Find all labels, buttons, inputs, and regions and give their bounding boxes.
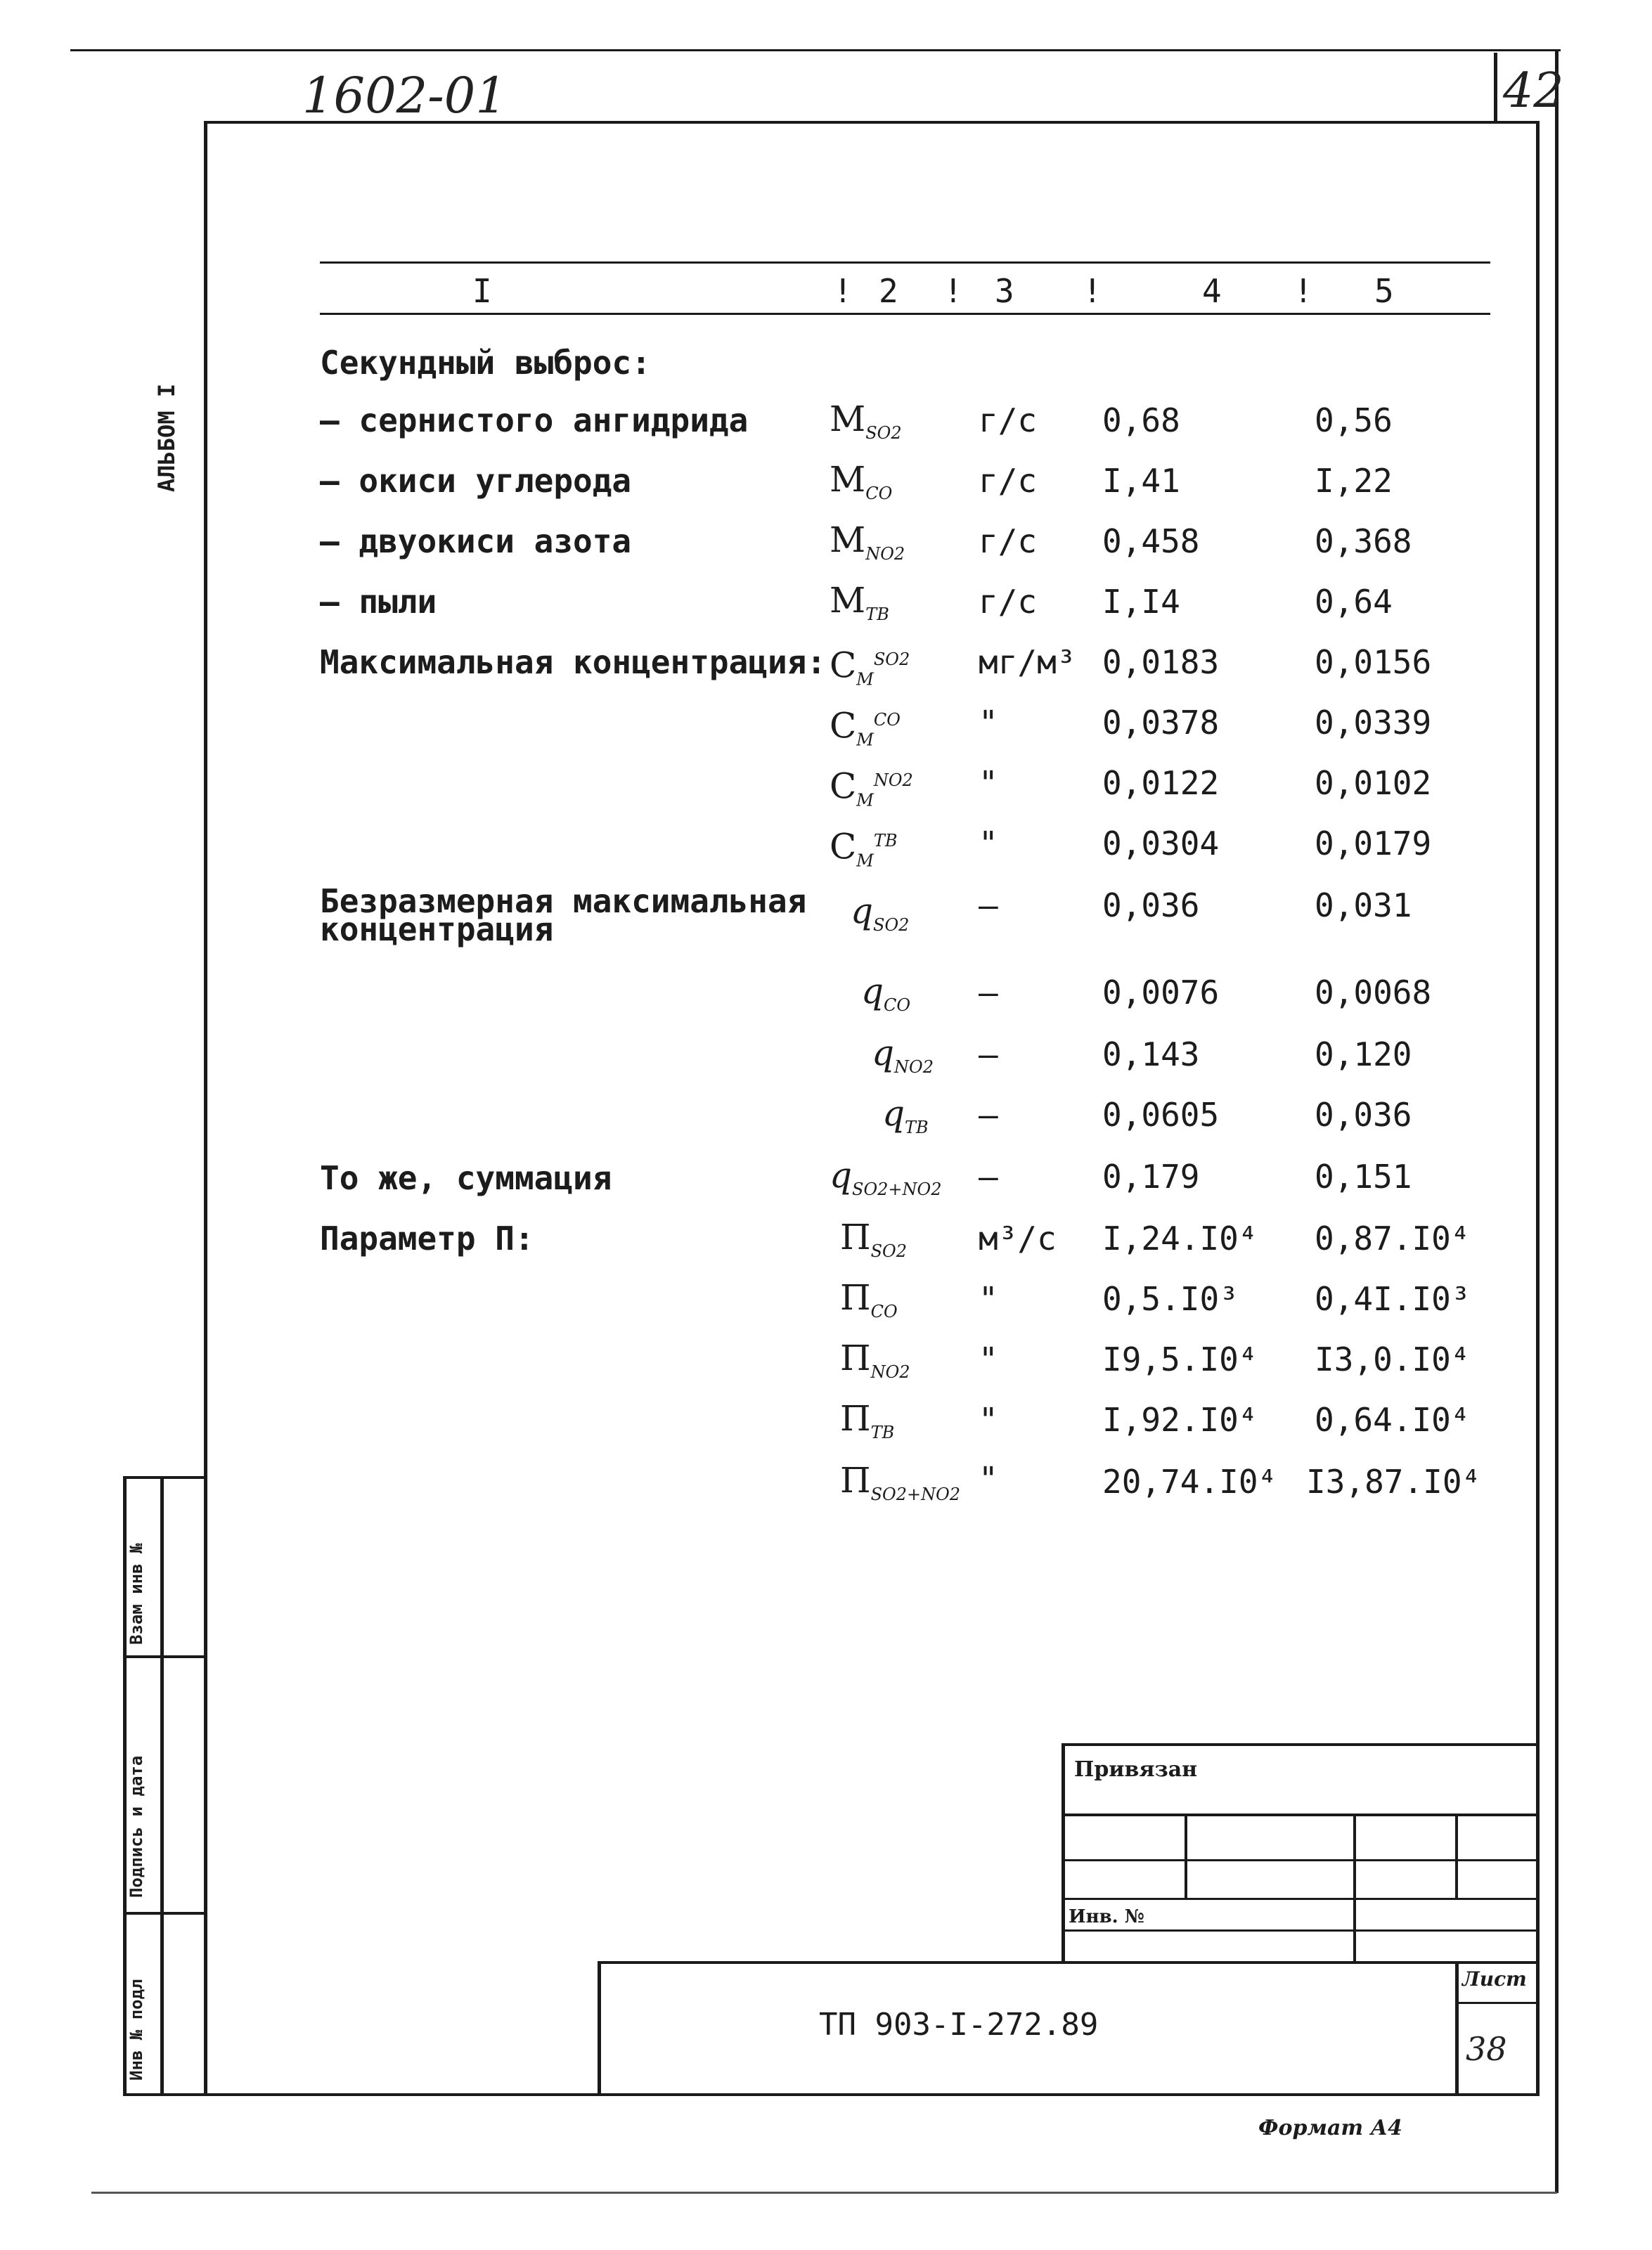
row-label: То же, суммация <box>320 1159 612 1197</box>
unit: " <box>979 764 998 802</box>
stamp-sep-2 <box>123 1655 206 1658</box>
symbol: $q_{SO2+NO2}$ <box>830 1155 942 1199</box>
symbol: $M_{CO}$ <box>830 459 893 503</box>
value-col5: 0,368 <box>1315 522 1412 560</box>
value-col4: 0,458 <box>1102 522 1200 560</box>
col-header-5: 5 <box>1374 272 1394 310</box>
col-sep-4: ! <box>1293 272 1313 310</box>
frame-left <box>204 121 207 2096</box>
album-label: АЛЬБОМ I <box>153 383 180 492</box>
value-col4: I,92.I0⁴ <box>1102 1401 1258 1439</box>
top-border <box>70 49 1561 51</box>
tb-top <box>1061 1743 1540 1746</box>
symbol: $M_{ТВ}$ <box>830 580 889 624</box>
col-sep-1: ! <box>833 272 853 310</box>
tb-left <box>1061 1743 1065 1961</box>
row-label: – пыли <box>320 583 437 621</box>
page-number: 42 <box>1503 63 1564 119</box>
stamp-sep-3 <box>123 1912 206 1915</box>
unit: г/с <box>979 583 1038 621</box>
doc-box-right <box>1455 1961 1459 2095</box>
value-col5: 0,120 <box>1315 1035 1412 1073</box>
symbol: $M_{NO2}$ <box>830 519 905 564</box>
doc-box-top <box>598 1961 1540 1964</box>
tb-row-4 <box>1061 1929 1540 1932</box>
stamp-vzam: Взам инв № <box>127 1543 146 1645</box>
symbol: $П_{NO2}$ <box>840 1338 910 1382</box>
value-col5: 0,031 <box>1315 886 1412 924</box>
value-col4: 0,0605 <box>1102 1096 1220 1134</box>
unit: – <box>979 886 998 924</box>
bottom-border <box>91 2192 1557 2194</box>
symbol: $q_{SO2}$ <box>851 891 910 935</box>
value-col5: 0,4I.I0³ <box>1315 1280 1471 1318</box>
value-col4: 0,5.I0³ <box>1102 1280 1239 1318</box>
value-col5: I,22 <box>1315 462 1393 500</box>
sheet-number: 38 <box>1466 2030 1507 2068</box>
col-sep-3: ! <box>1083 272 1102 310</box>
value-col5: 0,151 <box>1315 1158 1412 1196</box>
unit: мг/м³ <box>979 643 1076 681</box>
value-col5: 0,0339 <box>1315 704 1432 742</box>
value-col4: 0,0304 <box>1102 825 1220 862</box>
symbol: $q_{NO2}$ <box>872 1033 934 1077</box>
symbol: $C_М^{ТВ}$ <box>830 826 898 871</box>
format-label: Формат А4 <box>1258 2116 1402 2140</box>
unit: " <box>979 704 998 742</box>
tb-row-2 <box>1061 1859 1540 1861</box>
unit: " <box>979 1280 998 1318</box>
value-col5: 0,0068 <box>1315 974 1432 1011</box>
tb-col-2 <box>1353 1813 1356 1961</box>
value-col5: 0,0102 <box>1315 764 1432 802</box>
col-header-1: I <box>472 272 492 310</box>
unit: – <box>979 1096 998 1134</box>
col-header-4: 4 <box>1202 272 1222 310</box>
value-col5: 0,87.I0⁴ <box>1315 1220 1471 1257</box>
unit: " <box>979 1340 998 1378</box>
unit: – <box>979 974 998 1011</box>
table-header-top <box>320 261 1490 264</box>
doc-code: ТП 903-I-272.89 <box>819 2007 1099 2043</box>
symbol: $q_{CO}$ <box>861 971 911 1015</box>
row-label: Безразмерная максимальная концентрация <box>320 882 807 948</box>
value-col4: 0,0076 <box>1102 974 1220 1011</box>
value-col5: I3,0.I0⁴ <box>1315 1340 1471 1378</box>
unit: – <box>979 1158 998 1196</box>
unit: г/с <box>979 462 1038 500</box>
symbol: $M_{SO2}$ <box>830 399 902 443</box>
unit: " <box>979 1460 998 1498</box>
stamp-col-mid <box>160 1476 164 2095</box>
sheet-box-sep <box>1455 2002 1540 2004</box>
row-label: – окиси углерода <box>320 462 632 500</box>
unit: " <box>979 825 998 862</box>
value-col4: 0,68 <box>1102 401 1180 439</box>
inv-no-label: Инв. № <box>1069 1906 1145 1927</box>
tb-col-1 <box>1185 1813 1187 1898</box>
symbol: $П_{SO2+NO2}$ <box>840 1460 961 1504</box>
value-col4: 0,0183 <box>1102 643 1220 681</box>
right-border <box>1555 49 1559 2193</box>
col-header-2: 2 <box>879 272 898 310</box>
value-col4: 0,036 <box>1102 886 1200 924</box>
tb-col-3 <box>1455 1813 1458 1898</box>
value-col5: I3,87.I0⁴ <box>1306 1463 1482 1501</box>
row-label: Максимальная концентрация: <box>320 643 827 681</box>
doc-box-left <box>598 1961 601 2095</box>
value-col5: 0,64 <box>1315 583 1393 621</box>
sheet-label: Лист <box>1462 1967 1527 1991</box>
frame-right <box>1536 121 1540 2096</box>
symbol: $C_М^{SO2}$ <box>830 645 910 690</box>
symbol: $П_{CO}$ <box>840 1277 898 1321</box>
value-col5: 0,0156 <box>1315 643 1432 681</box>
row-label: Параметр П: <box>320 1220 534 1257</box>
value-col4: 0,143 <box>1102 1035 1200 1073</box>
symbol: $П_{SO2}$ <box>840 1217 907 1261</box>
value-col4: 0,0378 <box>1102 704 1220 742</box>
symbol: $C_М^{CO}$ <box>830 705 901 750</box>
value-col5: 0,036 <box>1315 1096 1412 1134</box>
value-col5: 0,64.I0⁴ <box>1315 1401 1471 1439</box>
value-col5: 0,0179 <box>1315 825 1432 862</box>
value-col4: I,I4 <box>1102 583 1180 621</box>
value-col5: 0,56 <box>1315 401 1393 439</box>
privyazan-label: Привязан <box>1074 1757 1198 1782</box>
stamp-sep-1 <box>123 1476 206 1479</box>
col-sep-2: ! <box>943 272 963 310</box>
row-label: Секундный выброс: <box>320 344 651 382</box>
tb-row-3 <box>1061 1898 1540 1900</box>
page-box-left <box>1494 53 1497 123</box>
value-col4: 0,179 <box>1102 1158 1200 1196</box>
unit: г/с <box>979 401 1038 439</box>
value-col4: I,41 <box>1102 462 1180 500</box>
doc-number: 1602-01 <box>302 67 507 124</box>
symbol: $q_{ТВ}$ <box>882 1093 929 1137</box>
stamp-inv-podl: Инв № подл <box>127 1979 146 2081</box>
value-col4: 20,74.I0⁴ <box>1102 1463 1278 1501</box>
unit: " <box>979 1401 998 1439</box>
symbol: $П_{ТВ}$ <box>840 1398 895 1442</box>
symbol: $C_М^{NO2}$ <box>830 765 913 810</box>
tb-row-1 <box>1061 1813 1540 1816</box>
stamp-podpis: Подпись и дата <box>127 1755 146 1898</box>
unit: м³/с <box>979 1220 1057 1257</box>
frame-bottom <box>123 2093 1540 2096</box>
value-col4: I9,5.I0⁴ <box>1102 1340 1258 1378</box>
unit: – <box>979 1035 998 1073</box>
row-label: – сернистого ангидрида <box>320 401 749 439</box>
value-col4: I,24.I0⁴ <box>1102 1220 1258 1257</box>
col-header-3: 3 <box>995 272 1014 310</box>
unit: г/с <box>979 522 1038 560</box>
row-label: – двуокиси азота <box>320 522 632 560</box>
value-col4: 0,0122 <box>1102 764 1220 802</box>
table-header-bottom <box>320 313 1490 315</box>
